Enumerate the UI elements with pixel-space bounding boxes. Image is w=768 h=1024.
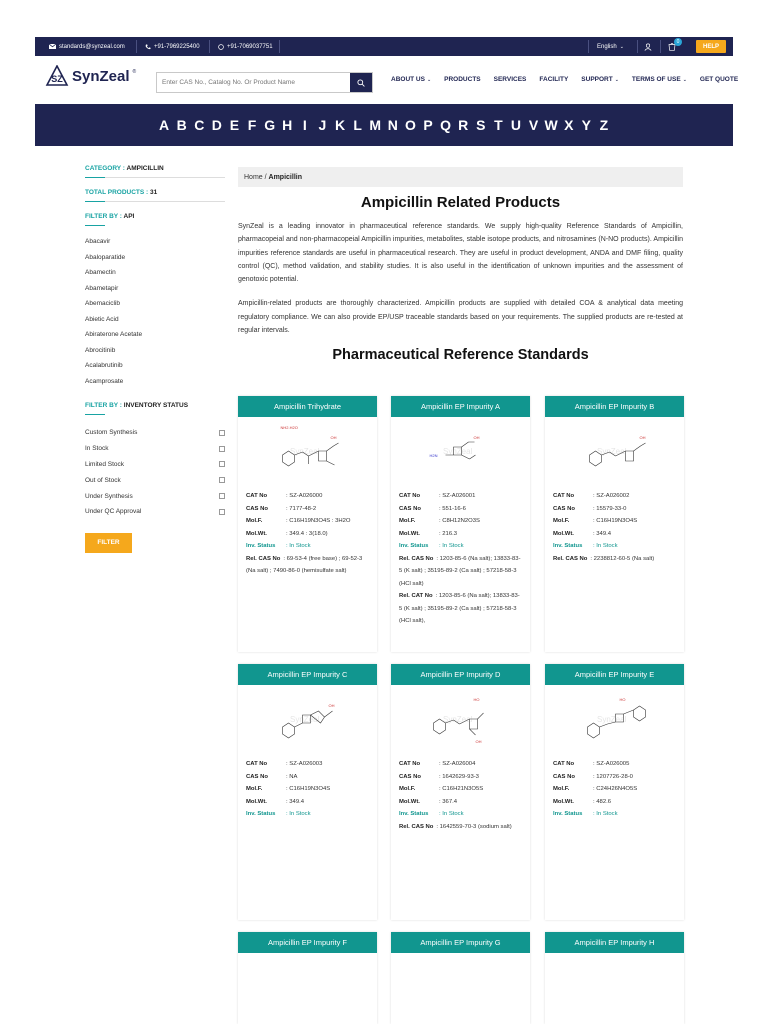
product-details <box>545 758 684 821</box>
detail-row-cat: CAT No : SZ-A026005 <box>553 761 630 767</box>
api-filter-item[interactable]: Acamprosate <box>85 377 124 385</box>
api-filter-item[interactable]: Abiraterone Acetate <box>85 331 143 338</box>
total-products-heading: TOTAL PRODUCTS : 31 <box>85 189 158 196</box>
structure-image: HO SynZeal <box>545 685 684 755</box>
characterization-paragraph: Ampicillin-related products are thoroughly characterized. Ampicillin products are supplied with detailed COA & analytical data meeting regulatory compliance. We can also provide EP/USP traceable standards based on your requirements. The supplied products are re-tested at regular intervals. <box>238 300 683 335</box>
svg-text:H2N: H2N <box>429 453 438 458</box>
structure-image: NH2.H2O OH SynZeal <box>238 417 377 487</box>
inventory-filter-item: Custom Synthesis <box>85 425 225 441</box>
detail-row-cas: CAS No : NA <box>246 773 298 780</box>
alphabet-letter-g[interactable]: G <box>264 117 276 133</box>
alphabet-letter-q[interactable]: Q <box>440 117 452 133</box>
detail-row-molf: Mol.F. : C16H19N3O4S <box>246 786 331 792</box>
phone-link[interactable]: +91-7969225400 <box>145 37 200 56</box>
main-nav <box>391 76 738 83</box>
site-header <box>35 56 739 104</box>
alphabet-letter-t[interactable]: T <box>494 117 503 133</box>
phone-icon <box>145 44 151 50</box>
whatsapp-link[interactable]: +91-7069037751 <box>218 37 273 56</box>
nav-item-terms-of-use[interactable]: TERMS OF USE ⌄ <box>631 76 687 83</box>
api-filter-item[interactable]: Abaloparatide <box>85 253 126 261</box>
breadcrumb-home[interactable]: Home <box>244 173 263 181</box>
filter-checkbox[interactable] <box>219 446 225 452</box>
cart-button[interactable] <box>668 37 680 56</box>
detail-row-rel: Rel. CAS No : 69-53-4 (free base) ; 69-52-3 (Na salt) ; 7490-86-0 (hemisulfate salt) <box>246 555 363 574</box>
chevron-down-icon: ⌄ <box>426 76 432 83</box>
api-filter-item[interactable]: Abametapir <box>85 284 119 292</box>
product-card[interactable] <box>238 932 377 1024</box>
product-card[interactable] <box>238 396 377 652</box>
api-filter-item[interactable]: Abacavir <box>85 238 111 245</box>
detail-row-cas: CAS No : 7177-48-2 <box>246 505 317 512</box>
detail-row-cas: CAS No : 15579-33-0 <box>553 505 627 512</box>
product-title[interactable]: Ampicillin EP Impurity C <box>238 664 377 685</box>
alphabet-letter-a[interactable]: A <box>159 117 170 133</box>
svg-text:NH2.H2O: NH2.H2O <box>280 425 298 430</box>
detail-row-rel: Rel. CAS No : 2238812-60-5 (Na salt) <box>553 555 655 562</box>
alphabet-letter-j[interactable]: J <box>318 117 327 133</box>
alphabet-letter-e[interactable]: E <box>229 117 240 133</box>
filter-button[interactable]: FILTER <box>85 533 132 553</box>
product-title[interactable]: Ampicillin EP Impurity H <box>545 932 684 953</box>
alphabet-letter-o[interactable]: O <box>404 117 416 133</box>
user-icon <box>644 43 652 51</box>
synzeal-logo-mark <box>45 65 69 87</box>
filter-checkbox[interactable] <box>219 430 225 436</box>
detail-row-inv: Inv. Status : In Stock <box>399 811 464 817</box>
synzeal-logo[interactable]: SZ SynZeal ® <box>45 65 136 87</box>
detail-row-molwt: Mol.Wt. : 482.6 <box>553 798 612 805</box>
main-content <box>238 167 683 363</box>
detail-row-inv: Inv. Status : In Stock <box>399 543 464 549</box>
alphabet-letter-y[interactable]: Y <box>581 117 591 133</box>
help-button[interactable]: HELP <box>696 40 726 53</box>
alphabet-letter-c[interactable]: C <box>194 117 205 133</box>
nav-item-support[interactable]: SUPPORT ⌄ <box>581 76 619 83</box>
alphabet-letter-f[interactable]: F <box>247 117 257 133</box>
detail-row-inv: Inv. Status : In Stock <box>246 811 311 817</box>
product-card[interactable] <box>545 932 684 1024</box>
alphabet-letter-k[interactable]: K <box>334 117 346 133</box>
chevron-down-icon: ⌄ <box>619 43 624 50</box>
detail-row-molf: Mol.F. : C24H26N4O5S <box>553 786 638 792</box>
nav-item-about-us[interactable]: ABOUT US ⌄ <box>391 76 432 83</box>
alphabet-letter-b[interactable]: B <box>176 117 187 133</box>
detail-row-inv: Inv. Status : In Stock <box>553 811 618 817</box>
alphabet-letter-p[interactable]: P <box>423 117 433 133</box>
svg-text:OH: OH <box>328 703 335 708</box>
filter-inventory-heading: FILTER BY : INVENTORY STATUS <box>85 402 189 409</box>
svg-text:SZ: SZ <box>51 74 63 84</box>
nav-item-get-quote[interactable]: GET QUOTE <box>699 76 739 83</box>
detail-row-cat: CAT No : SZ-A026000 <box>246 493 323 499</box>
detail-row-molf: Mol.F. : C16H19N3O4S <box>553 518 638 524</box>
detail-row-rel: Rel. CAS No : 1642559-70-3 (sodium salt) <box>399 823 512 830</box>
detail-row-relcat: Rel. CAT No : 1203-85-6 (Na salt); 13833-83-5 (K salt) ; 35195-89-2 (Ca salt) ; 57218-58-3 (HCl salt), <box>399 593 520 624</box>
email-link[interactable]: standards@synzeal.com <box>49 37 125 56</box>
product-card[interactable] <box>391 932 530 1024</box>
detail-row-molf: Mol.F. : C16H19N3O4S : 3H2O <box>246 518 351 524</box>
detail-row-cas: CAS No : 1207726-28-0 <box>553 773 633 780</box>
product-title[interactable]: Ampicillin EP Impurity D <box>391 664 530 685</box>
chevron-down-icon: ⌄ <box>682 76 687 83</box>
inventory-filter-item: Limited Stock <box>85 457 225 473</box>
alphabet-bar <box>35 104 733 146</box>
product-card[interactable] <box>545 664 684 920</box>
detail-row-molwt: Mol.Wt. : 367.4 <box>399 798 458 805</box>
detail-row-molwt: Mol.Wt. : 349.4 <box>246 798 305 805</box>
api-filter-item[interactable]: Abamectin <box>85 269 116 276</box>
detail-row-inv: Inv. Status : In Stock <box>246 543 311 549</box>
api-filter-item[interactable]: Abrocitinib <box>85 346 116 354</box>
account-button[interactable] <box>644 37 652 56</box>
alphabet-letter-m[interactable]: M <box>369 117 382 133</box>
structure-image: OH SynZeal <box>238 685 377 755</box>
product-details <box>238 490 377 578</box>
search-button[interactable] <box>350 73 372 92</box>
filter-checkbox[interactable] <box>219 461 225 467</box>
whatsapp-icon <box>218 44 224 50</box>
search-bar <box>156 72 373 93</box>
inventory-filter-item: Under QC Approval <box>85 504 225 520</box>
api-filter-item[interactable]: Acalabrutinib <box>85 362 123 369</box>
alphabet-letter-x[interactable]: X <box>564 117 574 133</box>
breadcrumb-current: Ampicillin <box>268 173 302 181</box>
product-title[interactable]: Ampicillin EP Impurity B <box>545 396 684 417</box>
inventory-filter-item: In Stock <box>85 441 225 457</box>
detail-row-inv: Inv. Status : In Stock <box>553 543 618 549</box>
svg-text:HO: HO <box>473 697 480 702</box>
structure-image: H2N OH SynZeal <box>429 435 480 458</box>
alphabet-letter-s[interactable]: S <box>476 117 486 133</box>
language-select[interactable]: English ⌄ <box>597 43 624 50</box>
detail-row-molwt: Mol.Wt. : 216.3 <box>399 530 458 537</box>
nav-item-facility[interactable]: FACILITY <box>539 76 569 83</box>
inventory-filter-item: Out of Stock <box>85 472 225 488</box>
search-input[interactable] <box>157 73 350 92</box>
alphabet-letter-u[interactable]: U <box>510 117 522 133</box>
detail-row-cat: CAT No : SZ-A026001 <box>399 493 476 499</box>
svg-text:HO: HO <box>619 697 626 702</box>
filter-api-heading: FILTER BY : API <box>85 213 135 220</box>
alphabet-letter-z[interactable]: Z <box>599 117 609 133</box>
product-title[interactable]: Ampicillin EP Impurity A <box>391 396 530 417</box>
filter-checkbox[interactable] <box>219 493 225 499</box>
product-card[interactable] <box>238 664 377 920</box>
product-title[interactable]: Ampicillin Trihydrate <box>238 396 377 417</box>
svg-text:OH: OH <box>330 435 337 440</box>
breadcrumb: Home / Ampicillin <box>238 167 683 187</box>
alphabet-letter-v[interactable]: V <box>528 117 539 133</box>
product-title[interactable]: Ampicillin EP Impurity G <box>391 932 530 953</box>
structure-image: HO OH SynZeal <box>391 685 530 755</box>
detail-row-molwt: Mol.Wt. : 349.4 <box>553 530 612 537</box>
product-card[interactable] <box>391 396 530 652</box>
page-title: Ampicillin Related Products <box>360 194 561 211</box>
detail-row-cas: CAS No : 551-16-6 <box>399 505 466 512</box>
detail-row-rel: Rel. CAS No : 1203-85-6 (Na salt); 13833-83-5 (K salt) ; 35195-89-2 (Ca salt) ; 57218-58-3 (HCl salt) <box>399 555 521 587</box>
alphabet-letter-r[interactable]: R <box>458 117 469 133</box>
category-heading: CATEGORY : AMPICILLIN <box>85 165 164 172</box>
svg-text:OH: OH <box>639 435 646 440</box>
chevron-down-icon: ⌄ <box>614 76 619 83</box>
alphabet-letter-l[interactable]: L <box>353 117 362 133</box>
product-title[interactable]: Ampicillin EP Impurity E <box>545 664 684 685</box>
nav-item-services[interactable]: SERVICES <box>493 76 527 83</box>
api-filter-list <box>85 234 225 389</box>
detail-row-molwt: Mol.Wt. : 349.4 : 3(18.0) <box>246 530 328 537</box>
sidebar <box>85 165 225 553</box>
product-card[interactable] <box>391 664 530 920</box>
logo-text: SynZeal <box>72 67 130 85</box>
top-bar <box>35 37 733 56</box>
api-filter-item[interactable]: Abietic Acid <box>85 315 119 323</box>
alphabet-letter-d[interactable]: D <box>211 117 222 133</box>
nav-item-products[interactable]: PRODUCTS <box>444 76 481 83</box>
product-details <box>545 490 684 565</box>
section-title: Pharmaceutical Reference Standards <box>332 347 589 364</box>
structure-image: OH SynZeal <box>545 417 684 487</box>
detail-row-molf: Mol.F. : C8H12N2O3S <box>399 518 480 524</box>
cart-count-badge: 0 <box>674 38 682 46</box>
product-card[interactable] <box>545 396 684 652</box>
detail-row-cat: CAT No : SZ-A026002 <box>553 493 630 499</box>
product-details <box>238 758 377 821</box>
alphabet-letter-i[interactable]: I <box>302 117 307 133</box>
alphabet-letter-w[interactable]: W <box>544 117 558 133</box>
search-icon <box>357 79 365 87</box>
envelope-icon <box>49 44 56 49</box>
inventory-filter-item: Under Synthesis <box>85 488 225 504</box>
api-filter-item[interactable]: Abemaciclib <box>85 300 121 307</box>
alphabet-letter-h[interactable]: H <box>282 117 293 133</box>
detail-row-cas: CAS No : 1642629-93-3 <box>399 773 479 780</box>
filter-checkbox[interactable] <box>219 509 225 515</box>
product-title[interactable]: Ampicillin EP Impurity F <box>238 932 377 953</box>
detail-row-cat: CAT No : SZ-A026003 <box>246 761 323 767</box>
svg-text:OH: OH <box>475 739 482 744</box>
inventory-filter-list <box>85 425 225 520</box>
detail-row-cat: CAT No : SZ-A026004 <box>399 761 476 767</box>
filter-checkbox[interactable] <box>219 477 225 483</box>
product-details <box>391 758 530 833</box>
intro-paragraph: SynZeal is a leading innovator in pharmaceutical reference standards. We supply high-quality Reference Standards of Ampicillin, pharmacopeial and non-pharmacopeial Ampicillin impurities, metabolites, stable isotope products, and nitrosamines (N-NO products). Ampicillin impurities reference standards are useful in pharmaceutical research. They are useful in product development, ANDA and DMF filing, quality control (QC), method validation, and stability studies. It is also useful in the identification of unknown impurities and the assessment of genotoxic potential. <box>238 223 683 284</box>
alphabet-letter-n[interactable]: N <box>387 117 398 133</box>
svg-text:OH: OH <box>473 435 480 440</box>
product-details <box>391 490 530 628</box>
detail-row-molf: Mol.F. : C16H21N3O5S <box>399 786 484 792</box>
